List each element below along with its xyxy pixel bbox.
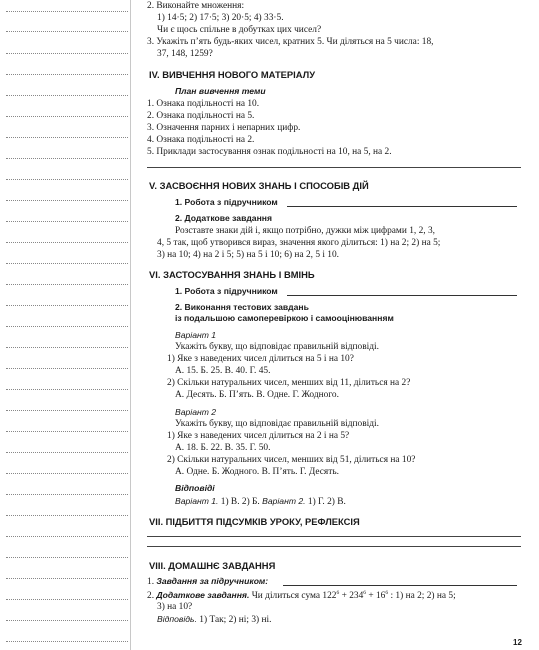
section-7-title: VII. ПІДБИТТЯ ПІДСУМКІВ УРОКУ, РЕФЛЕКСІЯ (149, 516, 360, 527)
fill-in-line (287, 206, 517, 207)
notes-line (6, 242, 128, 243)
answers-line (175, 496, 346, 508)
notes-line (6, 389, 128, 390)
page-number: 12 (513, 638, 522, 647)
margin-separator (130, 0, 131, 650)
answer-options: А. 15. Б. 25. В. 40. Г. 45. (175, 366, 271, 376)
notes-line (6, 494, 128, 495)
homework-answer-text: 1) Так; 2) ні; 3) ні. (196, 615, 272, 625)
task-text-line: 4, 5 так, щоб утворився вираз, значення якого ділиться: 1) на 2; 2) на 5; (157, 238, 441, 248)
section-5-title: V. ЗАСВОЄННЯ НОВИХ ЗНАНЬ І СПОСОБІВ ДІЙ (149, 180, 369, 191)
question: 1) Яке з наведених чисел ділиться на 2 і на 5? (167, 431, 350, 441)
fill-in-line (287, 295, 517, 296)
intro-item-3-line1: 3. Укажіть п’ять будь-яких чисел, кратних 5. Чи діляться на 5 числа: 18, (147, 37, 434, 47)
homework-answer-label: Відповідь. (157, 614, 197, 624)
homework-item-2-text: Чи ділиться сума 122 (249, 591, 337, 601)
notes-line (6, 158, 128, 159)
task-text-line: 3) на 10; 4) на 2 і 5; 5) на 5 і 10; 6) на 2, 5 і 10. (157, 250, 340, 260)
textbook-work-label: 1. Робота з підручником (175, 197, 278, 207)
notes-line (6, 620, 128, 621)
notes-line (6, 368, 128, 369)
plan-item: 5. Приклади застосування ознак подільності на 10, на 5, на 2. (147, 147, 392, 157)
plan-item: 4. Ознака подільності на 2. (147, 135, 255, 145)
homework-item-2-text: + 16 (366, 591, 386, 601)
textbook-work-label: 1. Робота з підручником (175, 286, 278, 296)
homework-item-2-label: Додаткове завдання. (156, 590, 250, 600)
notes-line (6, 536, 128, 537)
intro-item-2: 2. Виконайте множення: (147, 1, 245, 11)
exponent: 6 (336, 589, 340, 596)
plan-item: 2. Ознака подільності на 5. (147, 111, 255, 121)
notes-line (6, 137, 128, 138)
variant-instruction: Укажіть букву, що відповідає правильній відповіді. (175, 342, 379, 352)
page-content (147, 0, 529, 650)
notes-line (6, 31, 128, 32)
homework-item-2-num: 2. (147, 591, 155, 601)
plan-item: 3. Означення парних і непарних цифр. (147, 123, 301, 133)
answers-v2-text: 1) Г. 2) В. (305, 497, 346, 507)
notes-line (6, 641, 128, 642)
question: 2) Скільки натуральних чисел, менших від 51, ділиться на 10? (167, 455, 416, 465)
notes-line (6, 473, 128, 474)
notes-line (6, 557, 128, 558)
fill-in-line (283, 585, 517, 586)
notes-line (6, 53, 128, 54)
notes-line (6, 578, 128, 579)
notes-line (6, 116, 128, 117)
homework-item-1-label: Завдання за підручником: (156, 576, 269, 586)
answer-options: А. Десять. Б. П’ять. В. Одне. Г. Жодного. (175, 390, 339, 400)
answer-options: А. 18. Б. 22. В. 35. Г. 50. (175, 443, 271, 453)
notes-line (6, 11, 128, 12)
answers-v1-label: Варіант 1. (175, 496, 219, 506)
intro-item-2-values: 1) 14·5; 2) 17·5; 3) 20·5; 4) 33·5. (157, 13, 284, 23)
homework-item-2-line2: 3) на 10? (157, 602, 193, 612)
notes-line (6, 74, 128, 75)
exponent: 6 (385, 589, 389, 596)
variant-instruction: Укажіть букву, що відповідає правильній відповіді. (175, 419, 379, 429)
intro-item-2-question: Чи є щось спільне в добутках цих чисел? (157, 25, 322, 35)
homework-item-1-num: 1. (147, 577, 155, 587)
question: 2) Скільки натуральних чисел, менших від 11, ділиться на 2? (167, 378, 411, 388)
notes-line (6, 95, 128, 96)
test-tasks-label-cont: із подальшою самоперевіркою і самооцінюванням (175, 313, 394, 323)
notes-line (6, 179, 128, 180)
variant-1-label: Варіант 1 (175, 330, 217, 340)
homework-item-2-text: : 1) на 2; 2) на 5; (388, 591, 456, 601)
homework-item-1 (147, 576, 268, 588)
plan-title: План вивчення теми (175, 86, 266, 96)
notes-line (6, 284, 128, 285)
notes-margin (0, 0, 130, 650)
answers-label: Відповіді (175, 483, 215, 493)
answers-v2-label: Варіант 2. (262, 496, 306, 506)
homework-answer (157, 614, 271, 626)
notes-line (6, 326, 128, 327)
notes-line (6, 410, 128, 411)
section-4-title: IV. ВИВЧЕННЯ НОВОГО МАТЕРІАЛУ (149, 69, 316, 80)
variant-2-label: Варіант 2 (175, 407, 217, 417)
additional-task-label: 2. Додаткове завдання (175, 213, 272, 223)
section-8-title: VIII. ДОМАШНЄ ЗАВДАННЯ (149, 560, 276, 571)
section-rule (147, 536, 521, 537)
question: 1) Яке з наведених чисел ділиться на 5 і на 10? (167, 354, 354, 364)
section-6-title: VI. ЗАСТОСУВАННЯ ЗНАНЬ І ВМІНЬ (149, 269, 315, 280)
task-text-line: Розставте знаки дій і, якщо потрібно, дужки між цифрами 1, 2, 3, (175, 226, 436, 236)
answer-options: А. Одне. Б. Жодного. В. П’ять. Г. Десять. (175, 467, 339, 477)
notes-line (6, 305, 128, 306)
notes-line (6, 599, 128, 600)
intro-item-3-line2: 37, 148, 1259? (157, 49, 213, 59)
homework-item-2-text: + 234 (339, 591, 364, 601)
notes-line (6, 221, 128, 222)
plan-item: 1. Ознака подільності на 10. (147, 99, 260, 109)
notes-line (6, 347, 128, 348)
notes-line (6, 515, 128, 516)
notes-line (6, 452, 128, 453)
notes-line (6, 263, 128, 264)
exponent: 6 (363, 589, 367, 596)
section-rule (147, 167, 521, 168)
notes-line (6, 431, 128, 432)
notes-line (6, 200, 128, 201)
section-rule (147, 546, 521, 547)
test-tasks-label: 2. Виконання тестових завдань (175, 302, 309, 312)
answers-v1-text: 1) В. 2) Б. (218, 497, 260, 507)
homework-item-2 (147, 590, 456, 602)
